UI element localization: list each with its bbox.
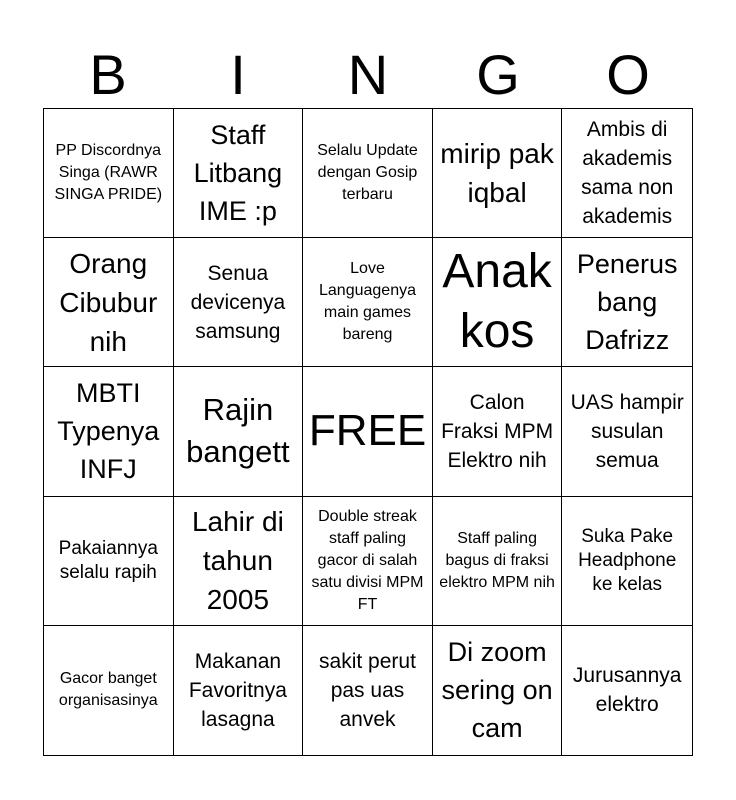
bingo-cell[interactable] [433, 367, 563, 496]
bingo-cell[interactable] [433, 497, 563, 626]
bingo-cell-free[interactable] [303, 367, 433, 496]
bingo-cell[interactable] [174, 626, 304, 755]
cell-text: Orang Cibubur nih [59, 247, 158, 357]
cell-text: Anak kos [442, 245, 552, 359]
bingo-cell[interactable] [303, 626, 433, 755]
cell-text: Ambis di akademis sama non akademis [581, 118, 674, 229]
header-letter-g: G [476, 43, 520, 106]
cell-text: Jurusannya elektro [572, 664, 682, 717]
bingo-cell[interactable] [174, 367, 304, 496]
bingo-cell[interactable] [562, 238, 692, 367]
bingo-header [43, 44, 693, 106]
cell-text: Lahir di tahun 2005 [191, 506, 284, 616]
bingo-cell[interactable] [433, 626, 563, 755]
bingo-cell[interactable] [44, 109, 174, 238]
bingo-cell[interactable] [562, 109, 692, 238]
cell-text: MBTI Typenya INFJ [57, 378, 160, 485]
bingo-cell[interactable] [44, 367, 174, 496]
cell-text: UAS hampir susulan semua [570, 390, 684, 472]
cell-text: Suka Pake Headphone ke kelas [578, 525, 677, 595]
bingo-cell[interactable] [44, 497, 174, 626]
cell-text: Gacor banget organisasinya [58, 670, 158, 710]
bingo-cell[interactable] [562, 626, 692, 755]
cell-text: Makanan Favoritnya lasagna [188, 649, 287, 731]
bingo-cell[interactable] [174, 238, 304, 367]
header-letter-b: B [89, 43, 127, 106]
cell-text: Staff paling bagus di fraksi elektro MPM nih [439, 529, 555, 591]
cell-text: Pakaiannya selalu rapih [58, 537, 158, 583]
bingo-grid [43, 108, 693, 756]
cell-text: Penerus bang Dafrizz [576, 249, 678, 356]
cell-text: Staff Litbang IME :p [193, 120, 283, 227]
bingo-cell[interactable] [44, 626, 174, 755]
cell-text: PP Discordnya Singa (RAWR SINGA PRIDE) [54, 142, 163, 204]
bingo-cell[interactable] [174, 109, 304, 238]
cell-text: mirip pak iqbal [440, 138, 554, 209]
bingo-cell[interactable] [562, 367, 692, 496]
cell-text: Double streak staff paling gacor di salah satu divisi MPM FT [311, 507, 424, 613]
cell-text: Di zoom sering on cam [441, 637, 553, 744]
cell-text: Senua devicenya samsung [190, 261, 286, 343]
bingo-cell[interactable] [433, 109, 563, 238]
cell-text: Calon Fraksi MPM Elektro nih [441, 390, 554, 472]
header-letter-n: N [347, 43, 389, 106]
cell-text: Rajin bangett [186, 392, 290, 470]
cell-text: Love Languagenya main games bareng [319, 260, 416, 344]
bingo-cell[interactable] [433, 238, 563, 367]
bingo-cell[interactable] [44, 238, 174, 367]
bingo-cell[interactable] [562, 497, 692, 626]
cell-text: sakit perut pas uas anvek [319, 649, 416, 731]
bingo-cell[interactable] [303, 109, 433, 238]
cell-text: Selalu Update dengan Gosip terbaru [317, 142, 418, 204]
header-letter-o: O [606, 43, 650, 106]
bingo-cell[interactable] [174, 497, 304, 626]
bingo-cell[interactable] [303, 497, 433, 626]
free-space-text: FREE [308, 406, 427, 456]
bingo-cell[interactable] [303, 238, 433, 367]
header-letter-i: I [230, 43, 246, 106]
